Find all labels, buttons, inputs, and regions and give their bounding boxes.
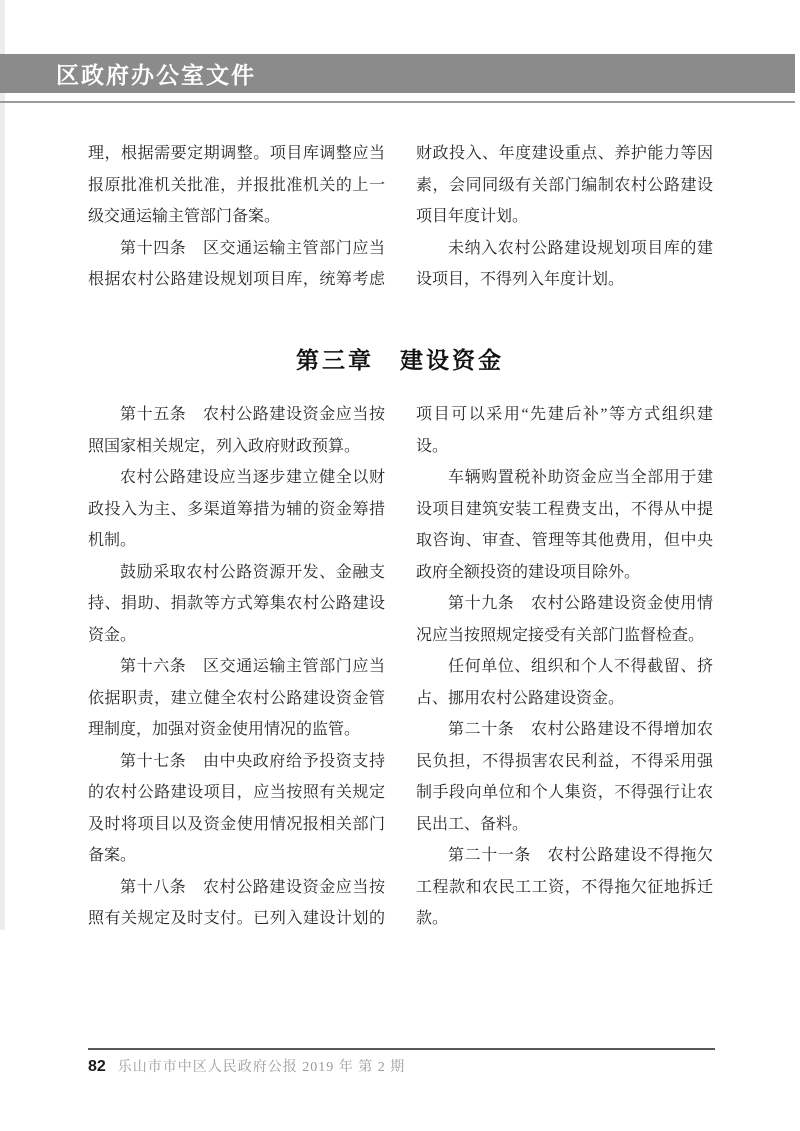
- header-rule: [0, 101, 795, 103]
- text-line: 未纳入农村公路建设规划项目库的建: [448, 239, 713, 257]
- text-line: 政府全额投资的建设项目除外。: [416, 563, 641, 581]
- text-line: 素，会同同级有关部门编制农村公路建设: [416, 176, 713, 194]
- footer-rule: [88, 1048, 715, 1050]
- text-line: 依据职责，建立健全农村公路建设资金管: [88, 689, 385, 707]
- text-line: 及时将项目以及资金使用情况报相关部门: [88, 815, 385, 833]
- chapter-body-section: [88, 399, 713, 935]
- text-line: 任何单位、组织和个人不得截留、挤: [448, 658, 713, 675]
- intro-section: [88, 138, 713, 296]
- text-line: 政投入为主、多渠道筹措为辅的资金筹措: [88, 500, 385, 518]
- text-line: 项目可以采用“先建后补”等方式组织建: [416, 406, 713, 423]
- intro-left-column: [88, 138, 385, 296]
- text-line: 民负担，不得损害农民利益，不得采用强: [416, 752, 713, 770]
- text-line: 占、挪用农村公路建设资金。: [416, 689, 625, 707]
- document-category-banner: [0, 54, 795, 93]
- chapter-heading: 第三章 建设资金: [296, 347, 504, 373]
- publication-title: 乐山市市中区人民政府公报 2019 年 第 2 期: [117, 1060, 406, 1075]
- text-line: 取咨询、审查、管理等其他费用，但中央: [416, 532, 713, 549]
- text-line: 级交通运输主管部门备案。: [88, 208, 281, 225]
- text-line: 的农村公路建设项目，应当按照有关规定: [88, 784, 385, 801]
- body-left-column: [88, 399, 385, 935]
- text-line: 第十五条 农村公路建设资金应当按: [120, 406, 385, 423]
- text-line: 照有关规定及时支付。已列入建设计划的: [88, 910, 385, 927]
- text-line: 资金。: [88, 626, 137, 644]
- text-line: 民出工、备料。: [416, 815, 529, 833]
- text-line: 持、捐助、捐款等方式筹集农村公路建设: [88, 595, 385, 612]
- text-line: 设。: [416, 437, 449, 455]
- text-line: 工程款和农民工工资，不得拖欠征地拆迁: [416, 878, 713, 896]
- text-line: 款。: [416, 910, 449, 927]
- text-line: 机制。: [88, 532, 137, 549]
- text-line: 第十四条 区交通运输主管部门应当: [120, 239, 385, 257]
- text-line: 财政投入、年度建设重点、养护能力等因: [416, 145, 713, 162]
- text-line: 根据农村公路建设规划项目库，统筹考虑: [88, 271, 385, 288]
- scan-edge-shade: [0, 0, 5, 930]
- text-line: 第十七条 由中央政府给予投资支持: [120, 752, 385, 770]
- text-line: 理制度，加强对资金使用情况的监管。: [88, 721, 361, 738]
- text-line: 鼓励采取农村公路资源开发、金融支: [120, 563, 385, 581]
- body-right-column: [416, 399, 713, 935]
- text-line: 制手段向单位和个人集资，不得强行让农: [416, 784, 713, 801]
- text-line: 第二十条 农村公路建设不得增加农: [448, 721, 713, 738]
- page-footer: [88, 1056, 715, 1076]
- text-line: 第二十一条 农村公路建设不得拖欠: [448, 847, 713, 864]
- text-line: 报原批准机关批准，并报批准机关的上一: [88, 176, 385, 194]
- page-number: 82: [88, 1058, 106, 1075]
- text-line: 第十六条 区交通运输主管部门应当: [120, 658, 385, 675]
- text-line: 项目年度计划。: [416, 208, 529, 225]
- text-line: 第十九条 农村公路建设资金使用情: [448, 595, 713, 612]
- text-line: 车辆购置税补助资金应当全部用于建: [448, 469, 713, 486]
- text-line: 设项目，不得列入年度计划。: [416, 271, 625, 288]
- banner-title: 区政府办公室文件: [56, 62, 256, 88]
- text-line: 理，根据需要定期调整。项目库调整应当: [88, 145, 385, 162]
- text-line: 备案。: [88, 847, 137, 864]
- text-line: 设项目建筑安装工程费支出，不得从中提: [416, 500, 713, 518]
- text-line: 农村公路建设应当逐步建立健全以财: [120, 469, 385, 486]
- intro-right-column: [416, 138, 713, 296]
- text-line: 第十八条 农村公路建设资金应当按: [120, 878, 385, 896]
- text-line: 况应当按照规定接受有关部门监督检查。: [416, 626, 705, 644]
- text-line: 照国家相关规定，列入政府财政预算。: [88, 437, 361, 455]
